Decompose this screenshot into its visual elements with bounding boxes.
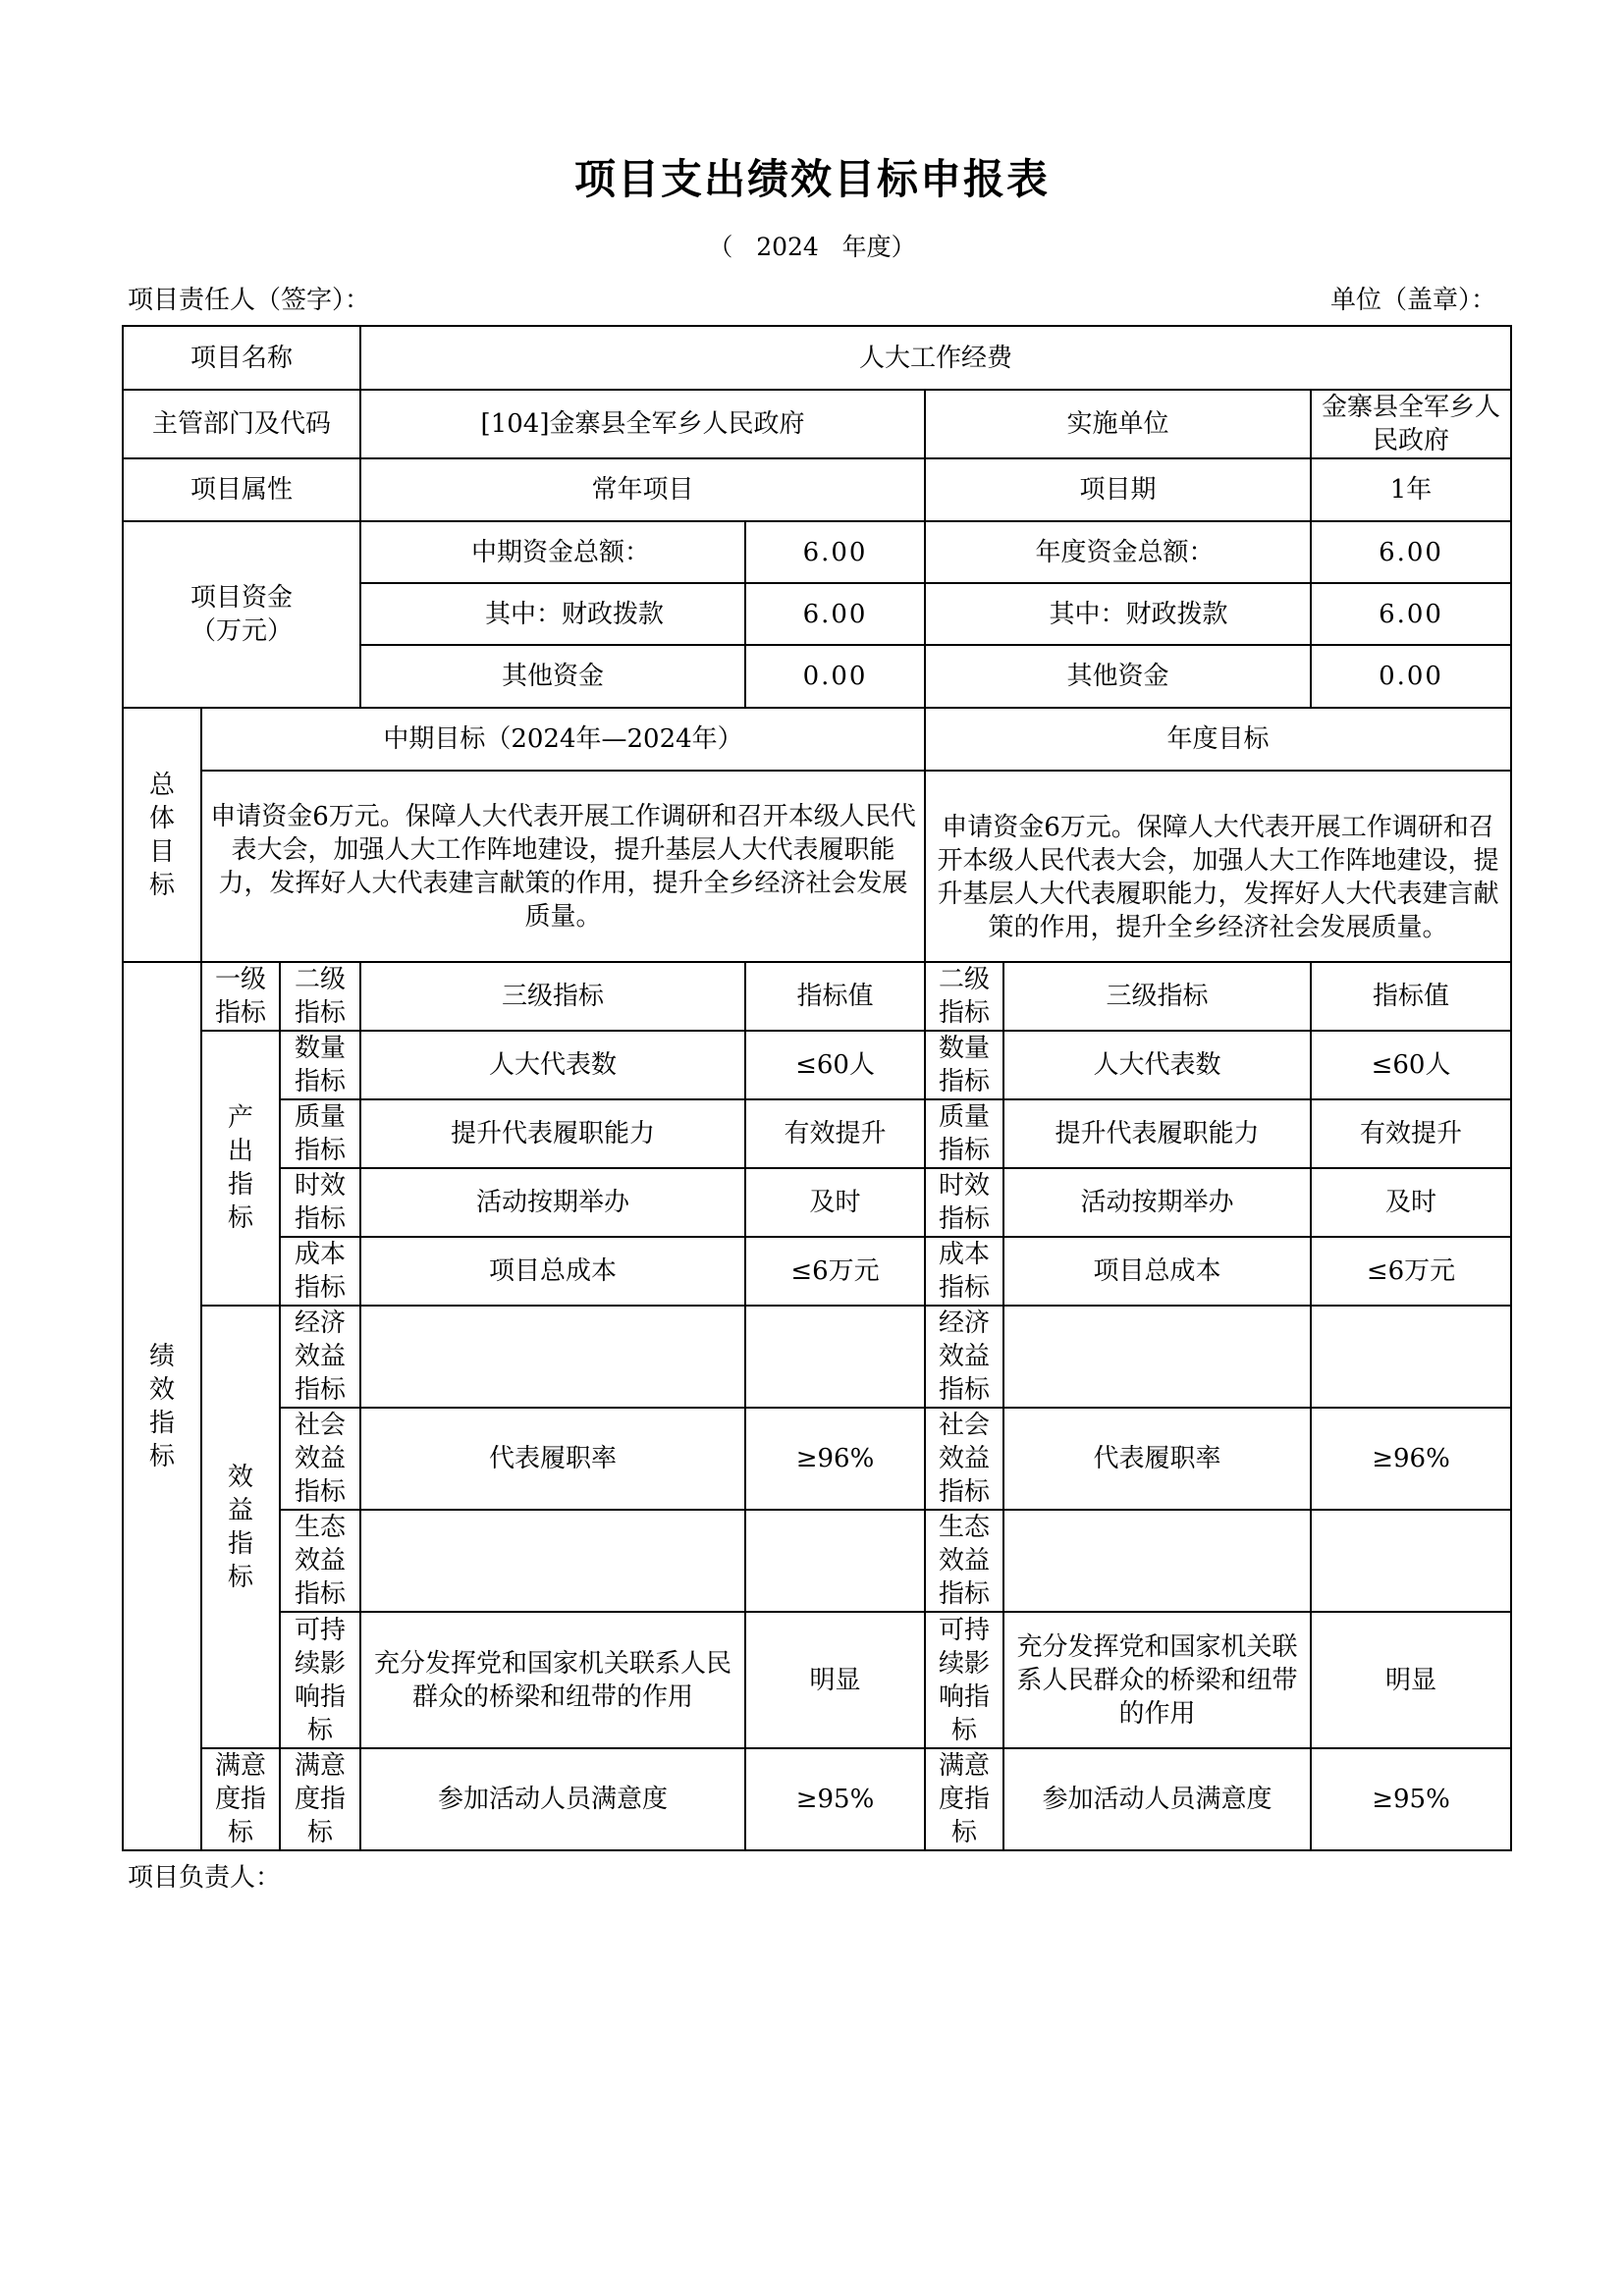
performance-goal-table	[122, 325, 1512, 1851]
header-level2-annual: 二级指标	[925, 962, 1003, 1031]
label-annual-total: 年度资金总额：	[925, 521, 1311, 583]
level2-ecological-annual: 生态效益指标	[925, 1510, 1003, 1612]
level3-timeliness-annual: 活动按期举办	[1003, 1168, 1311, 1237]
value-cost: ≤6万元	[745, 1237, 925, 1306]
value-satisfaction: ≥95%	[745, 1748, 925, 1850]
label-perf-indicators: 绩效指标	[123, 962, 201, 1850]
indicator-row	[123, 1031, 1511, 1099]
value-period: 1年	[1311, 458, 1511, 521]
year-line	[0, 228, 1624, 263]
level2-cost-annual: 成本指标	[925, 1237, 1003, 1306]
label-attribute: 项目属性	[123, 458, 360, 521]
level3-cost: 项目总成本	[360, 1237, 745, 1306]
level2-quantity-annual: 数量指标	[925, 1031, 1003, 1099]
indicator-row	[123, 1408, 1511, 1510]
row-fund-total	[123, 521, 1511, 583]
indicator-row	[123, 1237, 1511, 1306]
value-midterm-other: 0.00	[745, 645, 925, 708]
level2-satisfaction: 满意度指标	[280, 1748, 360, 1850]
level2-cost: 成本指标	[280, 1237, 360, 1306]
value-economic	[745, 1306, 925, 1408]
value-timeliness-annual: 及时	[1311, 1168, 1511, 1237]
row-goal-headers	[123, 708, 1511, 771]
level3-satisfaction-annual: 参加活动人员满意度	[1003, 1748, 1311, 1850]
value-sustainable-annual: 明显	[1311, 1612, 1511, 1748]
level3-satisfaction: 参加活动人员满意度	[360, 1748, 745, 1850]
level3-quality: 提升代表履职能力	[360, 1099, 745, 1168]
level3-social-annual: 代表履职率	[1003, 1408, 1311, 1510]
row-dept	[123, 390, 1511, 458]
midterm-goal-text: 申请资金6万元。保障人大代表开展工作调研和召开本级人民代表大会，加强人大工作阵地建设，提升基层人大代表履职能力，发挥好人大代表建言献策的作用，提升全乡经济社会发展质量。	[201, 771, 925, 962]
indicator-row	[123, 1510, 1511, 1612]
header-level3: 三级指标	[360, 962, 745, 1031]
indicator-row	[123, 1306, 1511, 1408]
level2-sustainable-annual: 可持续影响指标	[925, 1612, 1003, 1748]
level3-economic	[360, 1306, 745, 1408]
value-economic-annual	[1311, 1306, 1511, 1408]
level3-timeliness: 活动按期举办	[360, 1168, 745, 1237]
header-level2: 二级指标	[280, 962, 360, 1031]
header-value-annual: 指标值	[1311, 962, 1511, 1031]
label-midterm-other: 其他资金	[360, 645, 745, 708]
row-project-name	[123, 326, 1511, 390]
page-title: 项目支出绩效目标申报表	[573, 155, 1050, 203]
label-output: 产出指标	[201, 1031, 280, 1306]
row-goal-text	[123, 771, 1511, 962]
footer-label: 项目负责人：	[128, 1863, 282, 1893]
indicator-row	[123, 1748, 1511, 1850]
level2-economic-annual: 经济效益指标	[925, 1306, 1003, 1408]
level3-quality-annual: 提升代表履职能力	[1003, 1099, 1311, 1168]
label-satisfaction: 满意度指标	[201, 1748, 280, 1850]
header-level3-annual: 三级指标	[1003, 962, 1311, 1031]
level3-sustainable: 充分发挥党和国家机关联系人民群众的桥梁和纽带的作用	[360, 1612, 745, 1748]
label-fund: 项目资金（万元）	[123, 521, 360, 708]
value-satisfaction-annual: ≥95%	[1311, 1748, 1511, 1850]
level2-quantity: 数量指标	[280, 1031, 360, 1099]
level3-quantity: 人大代表数	[360, 1031, 745, 1099]
value-project-name: 人大工作经费	[360, 326, 1511, 390]
header-level1: 一级指标	[201, 962, 280, 1031]
label-midterm-fiscal: 其中：财政拨款	[360, 583, 745, 645]
value-dept-code: [104]金寨县全军乡人民政府	[360, 390, 925, 458]
header-value: 指标值	[745, 962, 925, 1031]
row-attribute	[123, 458, 1511, 521]
level2-satisfaction-annual: 满意度指标	[925, 1748, 1003, 1850]
value-ecological-annual	[1311, 1510, 1511, 1612]
label-annual-goal: 年度目标	[925, 708, 1511, 771]
value-attribute: 常年项目	[360, 458, 925, 521]
level2-timeliness-annual: 时效指标	[925, 1168, 1003, 1237]
label-midterm-total: 中期资金总额：	[360, 521, 745, 583]
label-midterm-goal: 中期目标（2024年—2024年）	[201, 708, 925, 771]
value-midterm-fiscal: 6.00	[745, 583, 925, 645]
value-annual-other: 0.00	[1311, 645, 1511, 708]
level3-cost-annual: 项目总成本	[1003, 1237, 1311, 1306]
level2-quality: 质量指标	[280, 1099, 360, 1168]
value-impl-unit: 金寨县全军乡人民政府	[1311, 390, 1511, 458]
level3-quantity-annual: 人大代表数	[1003, 1031, 1311, 1099]
signer-label: 项目责任人（签字）：	[128, 286, 371, 315]
value-sustainable: 明显	[745, 1612, 925, 1748]
value-quality-annual: 有效提升	[1311, 1099, 1511, 1168]
level3-social: 代表履职率	[360, 1408, 745, 1510]
value-ecological	[745, 1510, 925, 1612]
indicator-row	[123, 1099, 1511, 1168]
label-benefit: 效益指标	[201, 1306, 280, 1748]
label-project-name: 项目名称	[123, 326, 360, 390]
label-annual-fiscal: 其中：财政拨款	[925, 583, 1311, 645]
level2-timeliness: 时效指标	[280, 1168, 360, 1237]
label-period: 项目期	[925, 458, 1311, 521]
value-quantity: ≤60人	[745, 1031, 925, 1099]
label-dept-code: 主管部门及代码	[123, 390, 360, 458]
year-open: （	[708, 233, 733, 261]
value-social: ≥96%	[745, 1408, 925, 1510]
indicator-row	[123, 1168, 1511, 1237]
label-overall-goal: 总体目标	[123, 708, 201, 962]
level3-economic-annual	[1003, 1306, 1311, 1408]
value-annual-fiscal: 6.00	[1311, 583, 1511, 645]
row-indicator-headers	[123, 962, 1511, 1031]
unit-label: 单位（盖章）：	[1329, 286, 1496, 315]
level2-sustainable: 可持续影响指标	[280, 1612, 360, 1748]
level3-ecological-annual	[1003, 1510, 1311, 1612]
level3-ecological	[360, 1510, 745, 1612]
level2-ecological: 生态效益指标	[280, 1510, 360, 1612]
value-social-annual: ≥96%	[1311, 1408, 1511, 1510]
value-quality: 有效提升	[745, 1099, 925, 1168]
value-midterm-total: 6.00	[745, 521, 925, 583]
level2-social: 社会效益指标	[280, 1408, 360, 1510]
value-annual-total: 6.00	[1311, 521, 1511, 583]
annual-goal-text: 申请资金6万元。保障人大代表开展工作调研和召开本级人民代表大会，加强人大工作阵地建设，提升基层人大代表履职能力，发挥好人大代表建言献策的作用，提升全乡经济社会发展质量。	[925, 771, 1511, 962]
year-value: 2024	[756, 233, 819, 261]
level3-sustainable-annual: 充分发挥党和国家机关联系人民群众的桥梁和纽带的作用	[1003, 1612, 1311, 1748]
value-quantity-annual: ≤60人	[1311, 1031, 1511, 1099]
value-cost-annual: ≤6万元	[1311, 1237, 1511, 1306]
level2-quality-annual: 质量指标	[925, 1099, 1003, 1168]
level2-economic: 经济效益指标	[280, 1306, 360, 1408]
level2-social-annual: 社会效益指标	[925, 1408, 1003, 1510]
value-timeliness: 及时	[745, 1168, 925, 1237]
label-annual-other: 其他资金	[925, 645, 1311, 708]
indicator-row	[123, 1612, 1511, 1748]
year-close: 年度）	[841, 233, 916, 261]
label-impl-unit: 实施单位	[925, 390, 1311, 458]
